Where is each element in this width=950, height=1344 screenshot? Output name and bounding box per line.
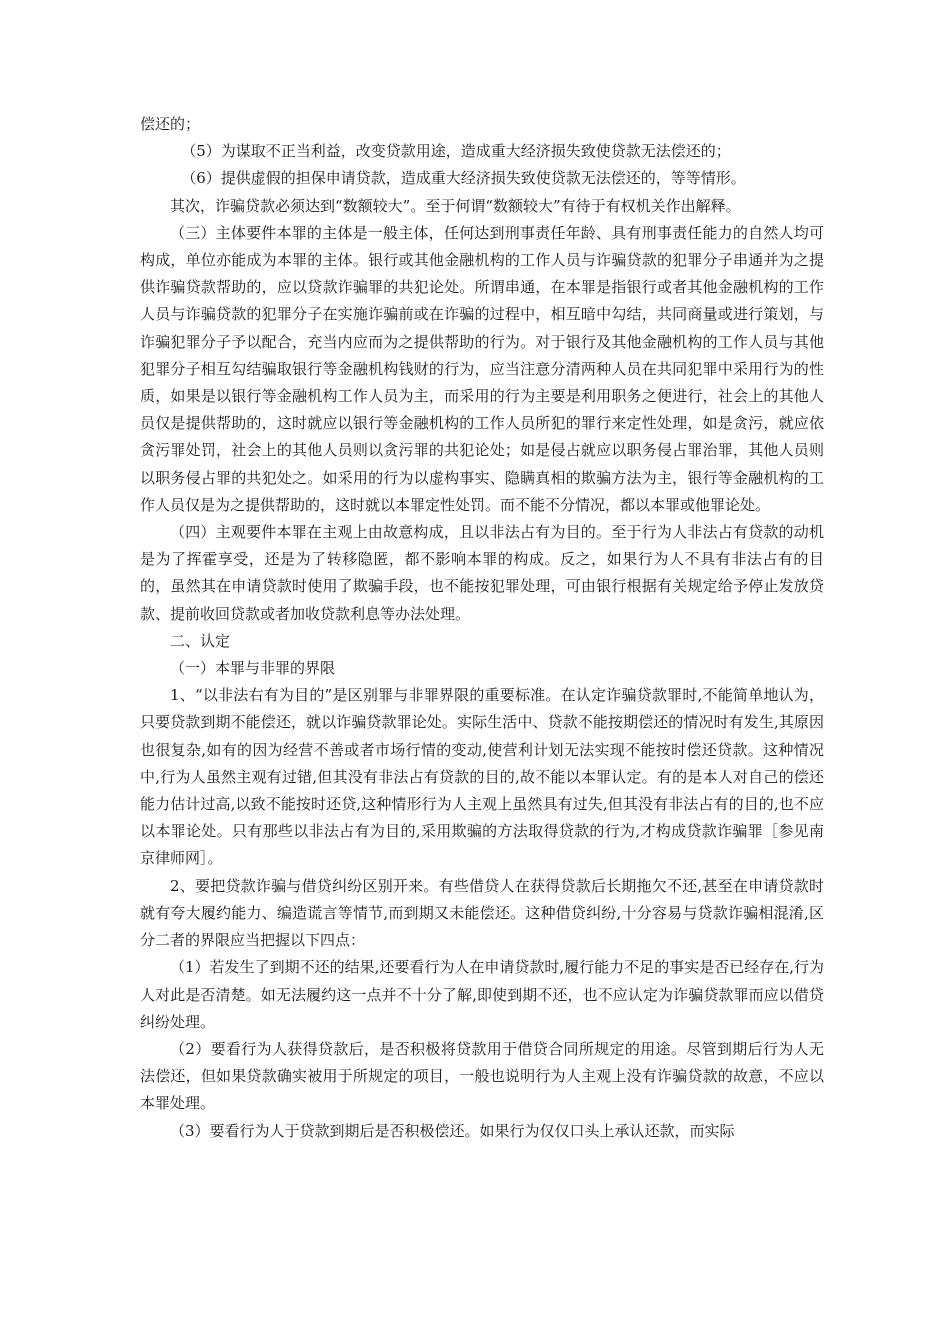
paragraph: （四）主观要件本罪在主观上由故意构成，且以非法占有为目的。至于行为人非法占有贷款的动机是为了挥霍享受，还是为了转移隐匿，都不影响本罪的构成。反之，如果行为人不具有非法占有的目的，虽然其在申请贷款时使用了欺骗手段，也不能按犯罪处理，可由银行根据有关规定给予停止发放贷款、提前收回贷款或者加收贷款利息等办法处理。 xyxy=(140,523,824,623)
paragraph: （5）为谋取不正当利益，改变贷款用途，造成重大经济损失致使贷款无法偿还的； xyxy=(181,142,731,161)
paragraph: 2、要把贷款诈骗与借贷纠纷区别开来。有些借贷人在获得贷款后长期拖欠不还,甚至在申请贷款时就有夸大履约能力、编造谎言等情节,而到期又未能偿还。这种借贷纠纷,十分容易与贷款诈骗相混淆,区分二者的界限应当把握以下四点： xyxy=(140,876,824,950)
document-body xyxy=(140,111,824,1145)
paragraph: （1）若发生了到期不还的结果,还要看行为人在申请贷款时,履行能力不足的事实是否已经存在,行为人对此是否清楚。如无法履约这一点并不十分了解,即使到期不还，也不应认定为诈骗贷款罪而应以借贷纠纷处理。 xyxy=(140,958,824,1031)
paragraph: 偿还的； xyxy=(140,115,201,133)
paragraph: （6）提供虚假的担保申请贷款，造成重大经济损失致使贷款无法偿还的，等等情形。 xyxy=(181,169,746,188)
paragraph: （3）要看行为人于贷款到期后是否积极偿还。如果行为仅仅口头上承认还款，而实际 xyxy=(170,1121,735,1140)
paragraph: 1、“以非法右有为目的”是区别罪与非罪界限的重要标准。在认定诈骗贷款罪时,不能简单地认为，只要贷款到期不能偿还，就以诈骗贷款罪论处。实际生活中、贷款不能按期偿还的情况时有发生,其原因也很复杂,如有的因为经营不善或者市场行情的变动,使营利计划无法实现不能按时偿还贷款。这种情况中,行为人虽然主观有过错,但其没有非法占有贷款的目的,故不能以本罪认定。有的是本人对自己的偿还能力估计过高,以致不能按时还贷,这种情形行为人主观上虽然具有过失,但其没有非法占有的目的,也不应以本罪论处。只有那些以非法占有为目的,采用欺骗的方法取得贷款的行为,才构成贷款诈骗罪［参见南京律师网］。 xyxy=(140,686,824,868)
subsection-heading: （一）本罪与非罪的界限 xyxy=(170,659,336,678)
paragraph: 其次，诈骗贷款必须达到“数额较大”。至于何谓“数额较大”有待于有权机关作出解释。 xyxy=(170,196,741,215)
paragraph: （三）主体要件本罪的主体是一般主体，任何达到刑事责任年龄、具有刑事责任能力的自然人均可构成，单位亦能成为本罪的主体。银行或其他金融机构的工作人员与诈骗贷款的犯罪分子串通并为之提供诈骗贷款帮助的，应以贷款诈骗罪的共犯论处。所谓串通，在本罪是指银行或者其他金融机构的工作人员与诈骗贷款的犯罪分子在实施诈骗前或在诈骗的过程中，相互暗中勾结，共同商量或进行策划，与诈骗犯罪分子予以配合，充当内应而为之提供帮助的行为。对于银行及其他金融机构的工作人员与其他犯罪分子相互勾结骗取银行等金融机构钱财的行为，应当注意分清两种人员在共同犯罪中采用行为的性质，如果是以银行等金融机构工作人员为主，而采用的行为主要是利用职务之便进行，社会上的其他人员仅是提供帮助的，这时就应以银行等金融机构的工作人员所犯的罪行来定性处理，如是贪污，就应依贪污罪处罚，社会上的其他人员则以贪污罪的共犯论处；如是侵占就应以职务侵占罪治罪，其他人员则以职务侵占罪的共犯处之。如采用的行为以虚构事实、隐瞒真相的欺骗方法为主，银行等金融机构的工作人员仅是为之提供帮助的，这时就以本罪定性处罚。而不能不分情况，都以本罪或他罪论处。 xyxy=(140,223,824,514)
paragraph: （2）要看行为人获得贷款后，是否积极将贷款用于借贷合同所规定的用途。尽管到期后行为人无法偿还，但如果贷款确实被用于所规定的项目，一般也说明行为人主观上没有诈骗贷款的故意，不应以本罪处理。 xyxy=(140,1039,824,1113)
section-heading: 二、认定 xyxy=(170,631,231,650)
